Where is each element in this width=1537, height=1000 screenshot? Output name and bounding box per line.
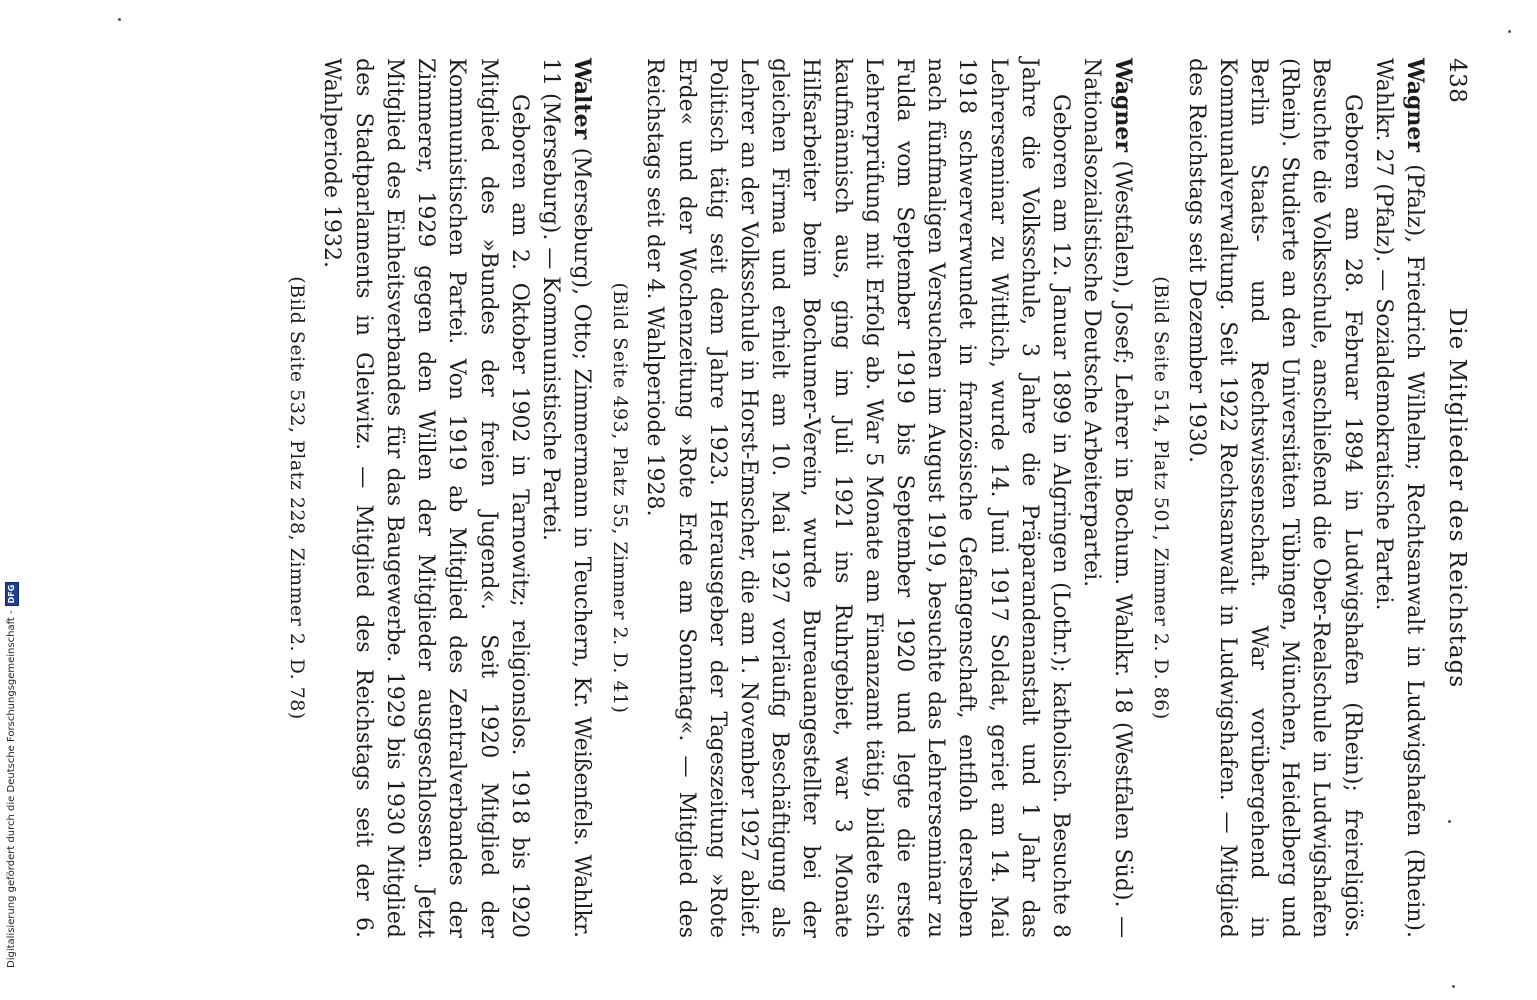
biography-entry xyxy=(639,58,1138,938)
running-title: Die Mitglieder des Reichstags xyxy=(1444,307,1470,689)
entry-lead xyxy=(1076,58,1138,938)
page-number: 438 xyxy=(1444,58,1470,104)
entry-lead-text: (Westfalen), Josef; Lehrer in Bochum. Wahlkr. 18 (Westfalen Süd). — Nationalsozialistische Deutsche Arbeiterpartei. xyxy=(1079,58,1136,938)
photo-reference: (Bild Seite 514, Platz 501, Zimmer 2. D. 86) xyxy=(1150,276,1173,720)
rotated-page xyxy=(75,58,1470,938)
digitization-credit xyxy=(4,8,20,968)
scan-speck xyxy=(1452,985,1455,988)
entry-name: Walter xyxy=(569,58,596,140)
entry-body: Geboren am 28. Februar 1894 in Ludwigshafen (Rhein); freireligiös. Besuchte die Volksschule, anschließend die Ober-Realschule in Ludwigshafen (Rhein). Studierte an den Universitäten Tübingen, München, Heidelberg und Berlin Staats- und Rechtswissenschaft. War vorübergehend in Kommunalverwaltung. Seit 1922 Rechtsanwalt in Ludwigshafen. — Mitglied des Reichstags seit Dezember 1930. xyxy=(1183,58,1365,938)
entry-lead-text: (Pfalz), Friedrich Wilhelm; Rechtsanwalt in Ludwigshafen (Rhein). Wahlkr. 27 (Pfalz). — Sozialdemokratische Partei. xyxy=(1370,58,1427,938)
biography-entry xyxy=(1180,58,1430,938)
entry-lead xyxy=(535,58,597,938)
entry-body: Geboren am 2. Oktober 1902 in Tarnowitz; religionslos. 1918 bis 1920 Mitglied des »Bundes der freien Jugend«. Seit 1920 Mitglied der Kommunistischen Partei. Von 1919 ab Mitglied des Zentralverbandes der Zimmerer, 1929 gegen den Willen der Mitglieder ausgeschlossen. Jetzt Mitglied des Einheitsverbandes für das Baugewerbe. 1929 bis 1930 Mitglied des Stadtparlaments in Gleiwitz. — Mitglied des Reichstags seit der 6. Wahlperiode 1932. xyxy=(319,58,532,938)
entry-lead xyxy=(1368,58,1430,938)
credit-text: Digitalisierung gefördert durch die Deutsche Forschungsgemeinschaft - xyxy=(6,610,17,968)
dfg-logo: DFG xyxy=(5,582,19,607)
page-header xyxy=(1434,58,1470,938)
scan-speck xyxy=(118,18,121,21)
entry-body: Geboren am 12. Januar 1899 in Algringen (Lothr.); katholisch. Besuchte 8 Jahre die Volksschule, 3 Jahre die Präparandenanstalt und 1 Jahr das Lehrerseminar zu Wittlich, wurde 14. Juni 1917 Soldat, geriet am 14. Mai 1918 schwerverwundet in französische Gefangenschaft, entfloh derselben nach fünfmaligen Versuchen im August 1919, besuchte das Lehrerseminar zu Fulda vom September 1919 bis September 1920 und legte die erste Lehrerprüfung mit Erfolg ab. War 5 Monate am Finanzamt tätig, bildete sich kaufmännisch aus, ging im Juli 1921 ins Ruhrgebiet, war 3 Monate Hilfsarbeiter beim Bochumer-Verein, wurde Bureauangestellter bei der gleichen Firma und erhielt am 10. Mai 1927 vorläufig Beschäftigung als Lehrer an der Volksschule in Horst-Emscher, die am 1. November 1927 ablief. Politisch tätig seit dem Jahre 1923. Herausgeber der Tageszeitung »Rote Erde« und der Wochenzeitung »Rote Erde am Sonntag«. — Mitglied des Reichstags seit der 4. Wahlperiode 1928. xyxy=(642,58,1073,938)
photo-reference: (Bild Seite 493, Platz 55, Zimmer 2. D. 41) xyxy=(609,282,632,714)
entry-lead-text: (Merseburg), Otto; Zimmermann in Teuchern, Kr. Weißenfels. Wahlkr. 11 (Merseburg). — Kommunistische Partei. xyxy=(537,58,595,938)
scan-speck xyxy=(1508,30,1511,33)
entry-name: Wagner xyxy=(1402,58,1428,153)
biography-entry xyxy=(316,58,597,938)
scan-speck xyxy=(1448,820,1451,823)
entry-name: Wagner xyxy=(1110,58,1137,153)
photo-reference: (Bild Seite 532, Platz 228, Zimmer 2. D. 78) xyxy=(286,276,309,720)
